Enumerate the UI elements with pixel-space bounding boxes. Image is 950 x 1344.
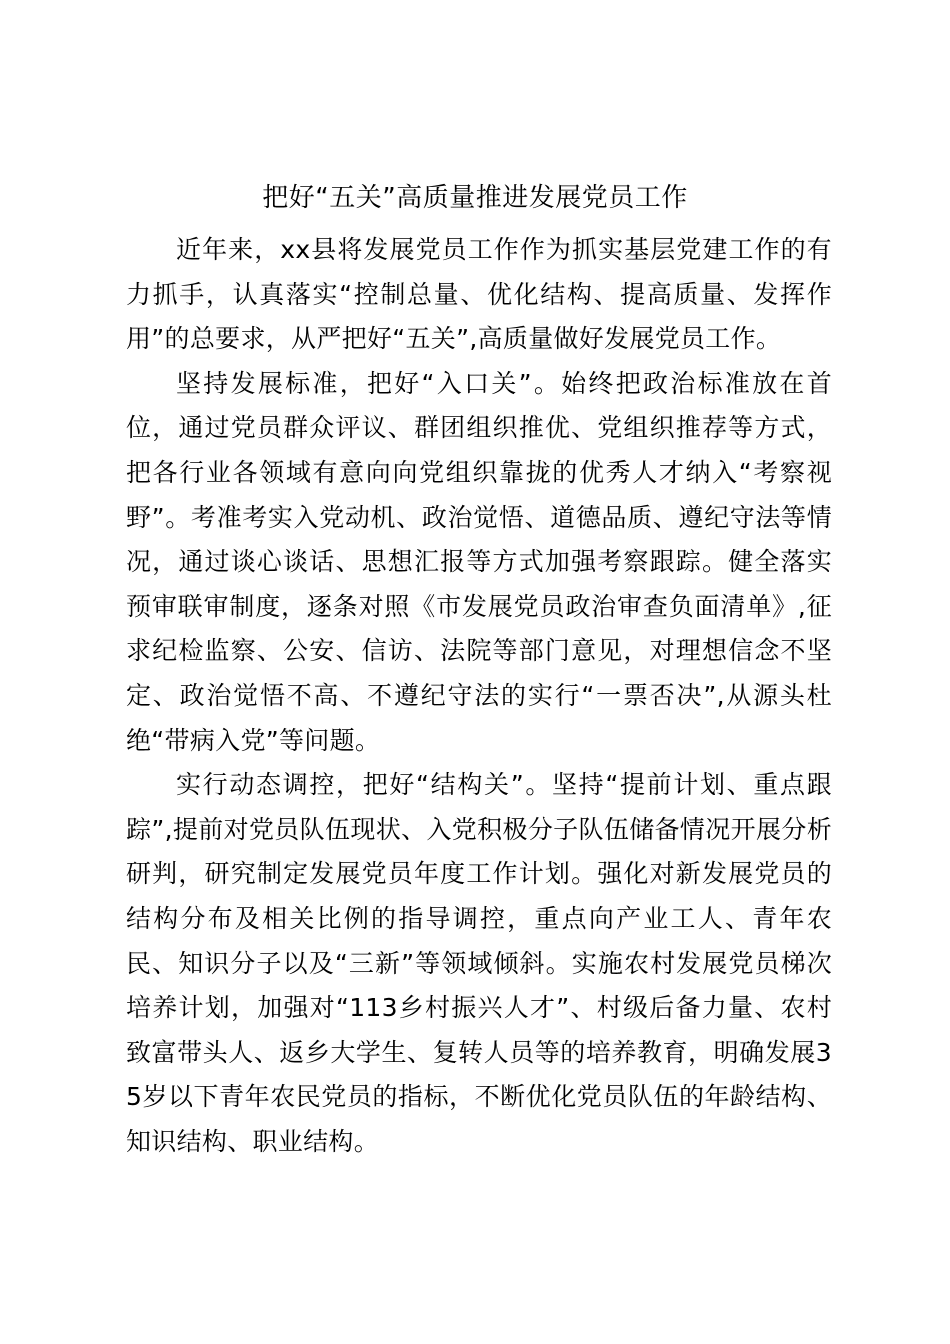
document-title: 把好“五关”高质量推进发展党员工作 (262, 183, 688, 213)
paragraph-entry-gate: 坚持发展标准，把好“入口关”。始终把政治标准放在首位，通过党员群众评议、群团组织推优、党组织推荐等方式，把各行业各领域有意向向党组织靠拢的优秀人才纳入“考察视野”。考准考实入党动机、政治觉悟、道德品质、遵纪守法等情况，通过谈心谈话、思想汇报等方式加强考察跟踪。健全落实预审联审制度，逐条对照《市发展党员政治审查负面清单》,征求纪检监察、公安、信访、法院等部门意见，对理想信念不坚定、政治觉悟不高、不遵纪守法的实行“一票否决”,从源头杜绝“带病入党”等问题。 (126, 368, 832, 755)
document-body (126, 228, 832, 1164)
paragraph-intro: 近年来，xx县将发展党员工作作为抓实基层党建工作的有力抓手，认真落实“控制总量、优化结构、提高质量、发挥作用”的总要求，从严把好“五关”,高质量做好发展党员工作。 (126, 235, 832, 354)
paragraph-structure-gate: 实行动态调控，把好“结构关”。坚持“提前计划、重点跟踪”,提前对党员队伍现状、入党积极分子队伍储备情况开展分析研判，研究制定发展党员年度工作计划。强化对新发展党员的结构分布及相关比例的指导调控，重点向产业工人、青年农民、知识分子以及“三新”等领域倾斜。实施农村发展党员梯次培养计划，加强对“113乡村振兴人才”、村级后备力量、农村致富带头人、返乡大学生、复转人员等的培养教育，明确发展35岁以下青年农民党员的指标，不断优化党员队伍的年龄结构、知识结构、职业结构。 (126, 770, 832, 1156)
